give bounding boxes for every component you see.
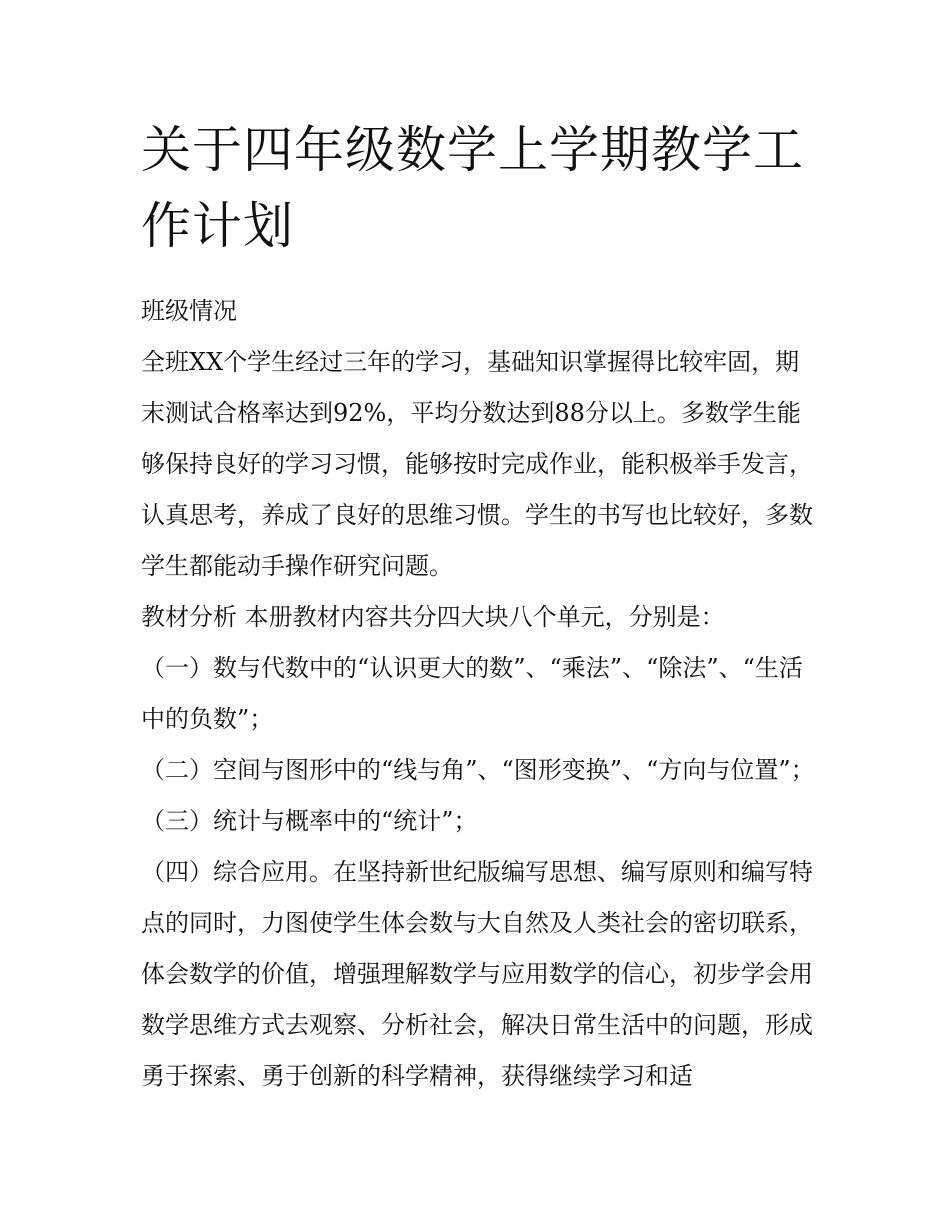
list-item-1: （一）数与代数中的“认识更大的数”、“乘法”、“除法”、“生活中的负数”； (141, 654, 803, 733)
list-item-4: （四）综合应用。在坚持新世纪版编写思想、编写原则和编写特点的同时，力图使学生体会数与大自然及人类社会的密切联系，体会数学的价值，增强理解数学与应用数学的信心，初步学会用数学思维方式去观察、分析社会，解决日常生活中的问题，形成勇于探索、勇于创新的科学精神，获得继续学习和适 (141, 858, 813, 1090)
document-page (141, 112, 821, 1102)
list-item-2-3: （二）空间与图形中的“线与角”、“图形变换”、“方向与位置”； （三）统计与概率中的“统计”； (141, 756, 815, 835)
section-heading-class-situation: 班级情况 (141, 297, 237, 325)
paragraph-class-situation: 全班XX个学生经过三年的学习，基础知识掌握得比较牢固，期末测试合格率达到92%，平均分数达到88分以上。多数学生能够保持良好的学习习惯，能够按时完成作业，能积极举手发言，认真思考，养成了良好的思维习惯。学生的书写也比较好，多数学生都能动手操作研究问题。 (141, 348, 813, 580)
document-title: 关于四年级数学上学期教学工作计划 (141, 121, 804, 255)
paragraph-textbook-analysis: 教材分析 本册教材内容共分四大块八个单元，分别是： (141, 603, 725, 631)
